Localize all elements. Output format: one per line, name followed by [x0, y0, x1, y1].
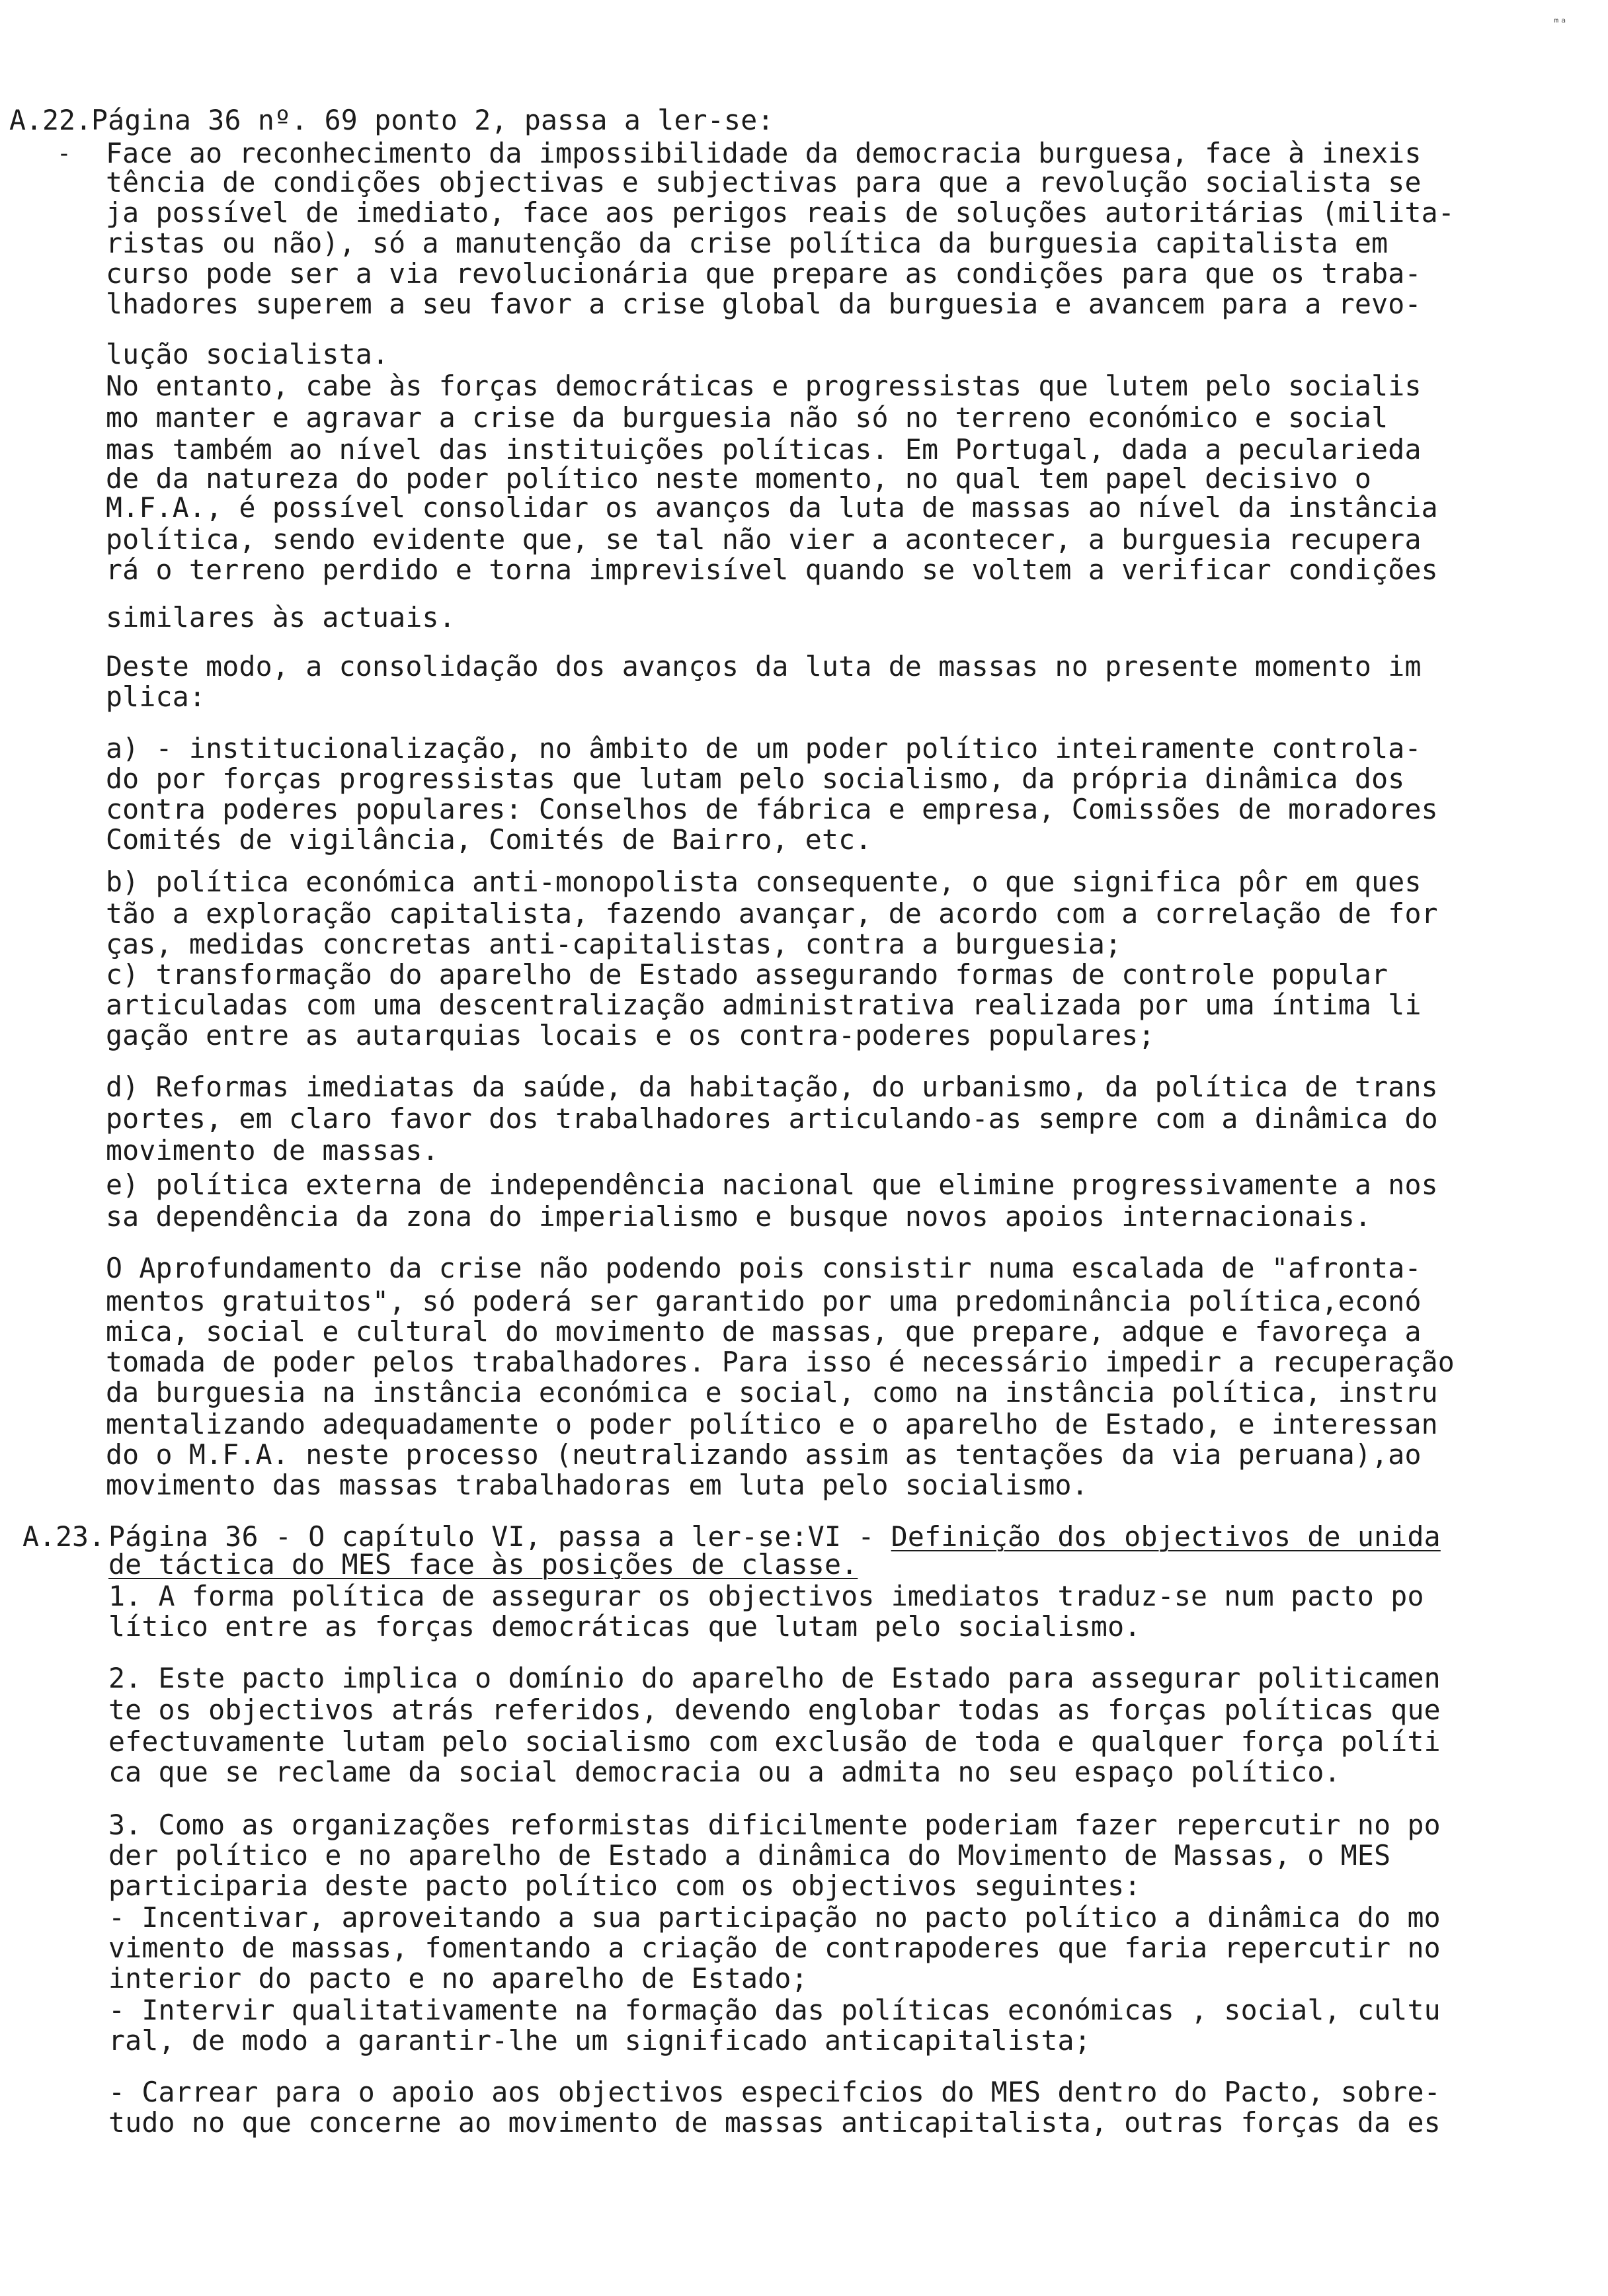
section-heading-a22: Página 36 nº. 69 ponto 2, passa a ler-se: — [91, 104, 774, 136]
a22-para-line-7: do o M.F.A. neste processo (neutralizando assim as tentações da via peruana),ao — [106, 1438, 1422, 1471]
a22-para-line-2: mentos gratuitos", só poderá ser garantido por uma predominância política,econó — [106, 1285, 1422, 1317]
a22-line-14: rá o terreno perdido e torna imprevisível quando se voltem a verificar condições — [106, 554, 1438, 586]
a23-line-2: lítico entre as forças democráticas que lutam pelo socialismo. — [108, 1610, 1141, 1643]
a22-line-9: mo manter e agravar a crise da burguesia não só no terreno económico e social — [106, 401, 1388, 434]
a23-line-16: tudo no que concerne ao movimento de massas anticapitalista, outras forças da es — [108, 2106, 1441, 2139]
a22-line-10: mas também ao nível das instituições políticas. Em Portugal, dada a pecularieda — [106, 433, 1422, 466]
a22-para-line-3: mica, social e cultural do movimento de massas, que prepare, adque e favoreça a — [106, 1315, 1422, 1348]
a22-item-a-line-3: contra poderes populares: Conselhos de fábrica e empresa, Comissões de moradores — [106, 793, 1438, 825]
a23-heading-prefix: Página 36 - O capítulo VI, passa a ler-se:VI - — [108, 1520, 891, 1553]
a23-line-8: der político e no aparelho de Estado a dinâmica do Movimento de Massas, o MES — [108, 1839, 1391, 1871]
a22-line-8: No entanto, cabe às forças democráticas e progressistas que lutem pelo socialis — [106, 370, 1422, 402]
a23-heading-underlined-1: Definição dos objectivos de unida — [891, 1520, 1441, 1553]
a22-line-3: ja possível de imediato, face aos perigos reais de soluções autoritárias (milita- — [106, 196, 1455, 229]
a22-item-d-line-3: movimento de massas. — [106, 1134, 439, 1167]
a23-line-10: - Incentivar, aproveitando a sua participação no pacto político a dinâmica do mo — [108, 1901, 1441, 1934]
a22-item-a-line-1: a) - institucionalização, no âmbito de um poder político inteiramente controla- — [106, 732, 1422, 764]
a22-line-17: plica: — [106, 680, 206, 713]
a23-line-7: 3. Como as organizações reformistas dificilmente poderiam fazer repercutir no po — [108, 1809, 1441, 1841]
a23-line-11: vimento de massas, fomentando a criação de contrapoderes que faria repercutir no — [108, 1932, 1441, 1964]
a22-para-line-6: mentalizando adequadamente o poder político e o aparelho de Estado, e interessan — [106, 1408, 1438, 1440]
a22-item-c-line-3: gação entre as autarquias locais e os contra-poderes populares; — [106, 1019, 1155, 1051]
a22-line-16: Deste modo, a consolidação dos avanços da luta de massas no presente momento im — [106, 650, 1422, 682]
a22-para-line-1: O Aprofundamento da crise não podendo pois consistir numa escalada de "afronta- — [106, 1252, 1422, 1284]
a22-line-4: ristas ou não), só a manutenção da crise política da burguesia capitalista em — [106, 227, 1388, 259]
a23-line-9: participaria deste pacto político com os objectivos seguintes: — [108, 1869, 1141, 1902]
a23-line-1: 1. A forma política de assegurar os objectivos imediatos traduz-se num pacto po — [108, 1580, 1424, 1612]
a22-line-12: M.F.A., é possível consolidar os avanços da luta de massas ao nível da instância — [106, 491, 1438, 524]
a23-line-5: efectuvamente lutam pelo socialismo com exclusão de toda e qualquer força políti — [108, 1725, 1441, 1758]
a22-para-line-8: movimento das massas trabalhadoras em luta pelo socialismo. — [106, 1469, 1088, 1501]
a22-item-a-line-4: Comités de vigilância, Comités de Bairro, etc. — [106, 823, 872, 856]
a22-line-1: Face ao reconhecimento da impossibilidade da democracia burguesa, face à inexis — [106, 137, 1422, 169]
a23-line-14: ral, de modo a garantir-lhe um significado anticapitalista; — [108, 2024, 1091, 2057]
margin-dot: - — [57, 140, 71, 167]
section-label-a22: A.22. — [9, 104, 92, 136]
a22-para-line-5: da burguesia na instância económica e social, como na instância política, instru — [106, 1376, 1438, 1409]
a22-item-b-line-2: tão a exploração capitalista, fazendo avançar, de acordo com a correlação de for — [106, 897, 1438, 930]
section-label-a23: A.23. — [22, 1520, 105, 1553]
a22-item-c-line-1: c) transformação do aparelho de Estado assegurando formas de controle popular — [106, 958, 1388, 991]
a22-line-7: lução socialista. — [106, 338, 389, 370]
a23-line-15: - Carrear para o apoio aos objectivos especifcios do MES dentro do Pacto, sobre- — [108, 2076, 1441, 2108]
a22-para-line-4: tomada de poder pelos trabalhadores. Para isso é necessário impedir a recuperação — [106, 1346, 1455, 1378]
a22-line-5: curso pode ser a via revolucionária que prepare as condições para que os traba- — [106, 257, 1422, 290]
a22-item-d-line-1: d) Reformas imediatas da saúde, da habitação, do urbanismo, da política de trans — [106, 1071, 1438, 1103]
a23-heading-underlined-2: de táctica do MES face às posições de classe. — [108, 1548, 858, 1580]
page-corner-mark: ᵐᵃ — [1552, 16, 1567, 30]
a22-item-e-line-1: e) política externa de independência nacional que elimine progressivamente a nos — [106, 1168, 1438, 1201]
a22-line-6: lhadores superem a seu favor a crise global da burguesia e avancem para a revo- — [106, 288, 1422, 320]
a23-line-3: 2. Este pacto implica o domínio do aparelho de Estado para assegurar politicamen — [108, 1662, 1441, 1694]
a22-line-15: similares às actuais. — [106, 601, 456, 634]
a23-line-4: te os objectivos atrás referidos, devendo englobar todas as forças políticas que — [108, 1694, 1441, 1726]
a23-line-13: - Intervir qualitativamente na formação das políticas económicas , social, cultu — [108, 1994, 1441, 2026]
a22-item-e-line-2: sa dependência da zona do imperialismo e busque novos apoios internacionais. — [106, 1200, 1372, 1233]
a22-line-13: política, sendo evidente que, se tal não vier a acontecer, a burguesia recupera — [106, 523, 1422, 555]
a22-line-11: de da natureza do poder político neste momento, no qual tem papel decisivo o — [106, 462, 1372, 495]
a22-item-c-line-2: articuladas com uma descentralização administrativa realizada por uma íntima li — [106, 989, 1422, 1021]
a22-item-d-line-2: portes, em claro favor dos trabalhadores articulando-as sempre com a dinâmica do — [106, 1102, 1438, 1135]
a22-line-2: tência de condições objectivas e subjectivas para que a revolução socialista se — [106, 166, 1422, 198]
a23-line-6: ca que se reclame da social democracia ou a admita no seu espaço político. — [108, 1756, 1341, 1788]
a22-item-b-line-1: b) política económica anti-monopolista consequente, o que significa pôr em ques — [106, 866, 1422, 898]
a22-item-b-line-3: ças, medidas concretas anti-capitalistas, contra a burguesia; — [106, 928, 1122, 960]
a22-item-a-line-2: do por forças progressistas que lutam pelo socialismo, da própria dinâmica dos — [106, 762, 1405, 795]
a23-line-12: interior do pacto e no aparelho de Estado; — [108, 1962, 808, 1994]
